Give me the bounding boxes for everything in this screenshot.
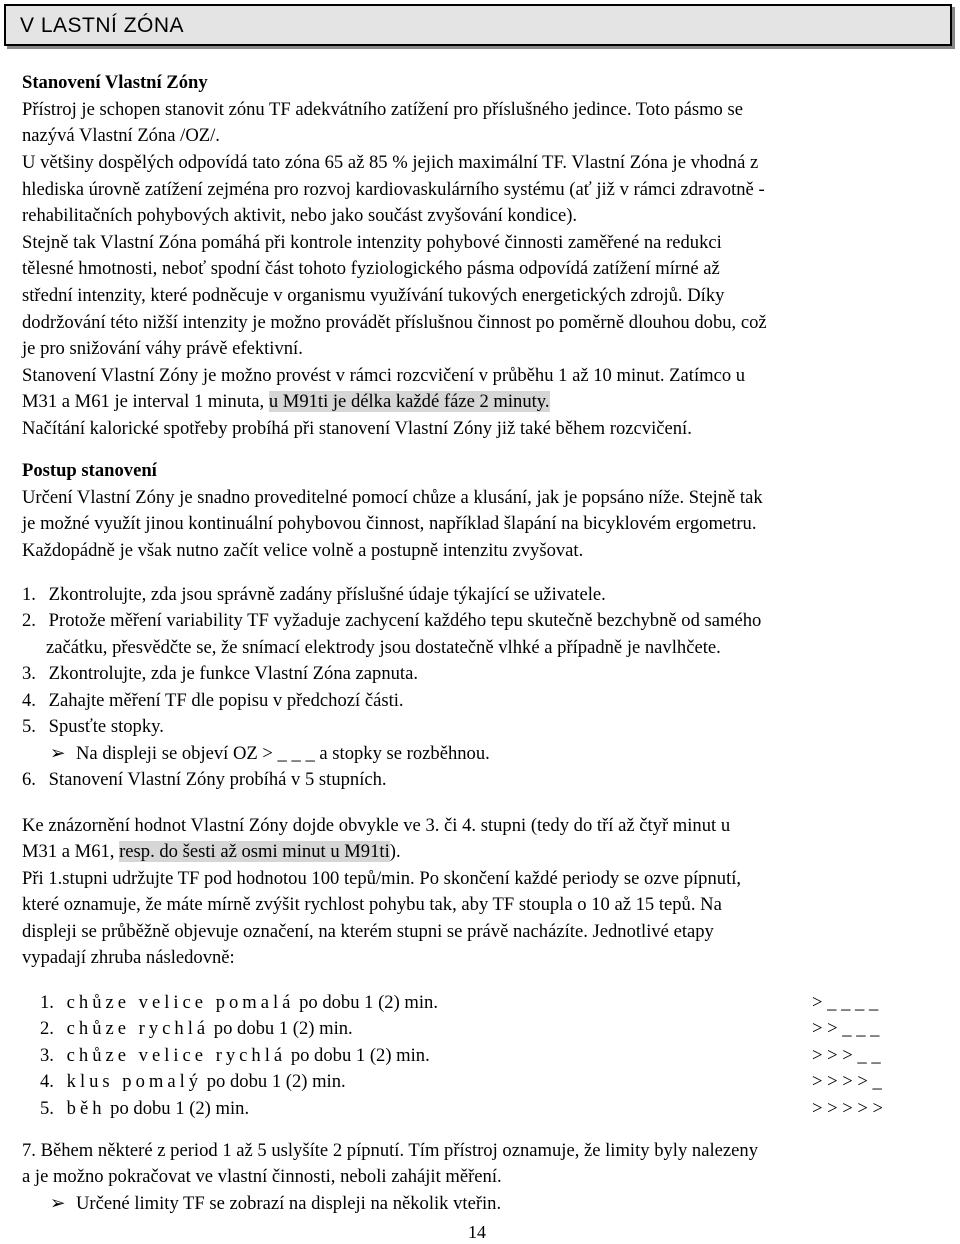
paragraph-line (22, 389, 550, 416)
paragraph-line: Ke znázornění hodnot Vlastní Zóny dojde obvykle ve 3. či 4. stupni (tedy do tří až čtyř minut u (22, 815, 731, 836)
stage-display: > > > > _ (812, 1071, 882, 1092)
stage-row: 5. běh po dobu 1 (2) min. (40, 1098, 250, 1119)
paragraph-line: dodržování této nižší intenzity je možno provádět příslušnou činnost po poměrně dlouhou dobu, což (22, 312, 767, 333)
paragraph-line: displeji se průběžně objevuje označení, na kterém stupni se právě nacházíte. Jednotlivé etapy (22, 921, 714, 942)
paragraph-line: Stejně tak Vlastní Zóna pomáhá při kontrole intenzity pohybové činnosti zaměřené na redukci (22, 232, 722, 253)
section-heading: Postup stanovení (22, 460, 157, 481)
list-item: 1. Zkontrolujte, zda jsou správně zadány příslušné údaje týkající se uživatele. (22, 584, 606, 605)
paragraph-line: je možné využít jinou kontinuální pohybovou činnost, například šlapání na bicyklovém ergometru. (22, 513, 757, 534)
paragraph-line: které oznamuje, že máte mírně zvýšit rychlost pohybu tak, aby TF stoupla o 10 až 15 tepů. Na (22, 894, 722, 915)
list-item: 5. Spusťte stopky. (22, 716, 164, 737)
bullet-item: ➢ Určené limity TF se zobrazí na displeji na několik vteřin. (22, 1191, 501, 1218)
paragraph-line: nazývá Vlastní Zóna /OZ/. (22, 125, 220, 146)
arrow-bullet-icon: ➢ (50, 1193, 66, 1214)
stage-row: 1. chůze velice pomalá po dobu 1 (2) min. (40, 992, 439, 1013)
paragraph-line: Při 1.stupni udržujte TF pod hodnotou 100 tepů/min. Po skončení každé periody se ozve pípnutí, (22, 868, 742, 889)
paragraph-line: je pro snižování váhy právě efektivní. (22, 338, 303, 359)
chapter-title-box (4, 4, 952, 46)
paragraph-line: tělesné hmotnosti, neboť spodní část tohoto fyziologického pásma odpovídá zatížení mírné až (22, 258, 720, 279)
paragraph-line: Stanovení Vlastní Zóny je možno provést v rámci rozcvičení v průběhu 1 až 10 minut. Zatímco u (22, 365, 746, 386)
list-item: 3. Zkontrolujte, zda je funkce Vlastní Zóna zapnuta. (22, 663, 418, 684)
highlighted-text: u M91ti je délka každé fáze 2 minuty. (268, 391, 550, 412)
paragraph-line: střední intenzity, které podněcuje v organismu využívání tukových energetických zdrojů. Díky (22, 285, 725, 306)
paragraph-line: Přístroj je schopen stanovit zónu TF adekvátního zatížení pro příslušného jedince. Toto pásmo se (22, 99, 743, 120)
text-span: M31 a M61 je interval 1 minuta, (22, 391, 269, 412)
list-item: začátku, přesvědčte se, že snímací elektrody jsou dostatečně vlhké a případně je navlhčete. (46, 637, 721, 658)
arrow-bullet-icon: ➢ (50, 743, 66, 764)
highlighted-text: resp. do šesti až osmi minut u M91ti (119, 841, 390, 862)
chapter-title: V LASTNÍ ZÓNA (20, 14, 185, 37)
stage-display: > _ _ _ _ (812, 992, 879, 1013)
page-number: 14 (468, 1222, 486, 1242)
list-item: 7. Během některé z period 1 až 5 uslyšíte 2 pípnutí. Tím přístroj oznamuje, že limity byly nalezeny (22, 1140, 758, 1161)
paragraph-line: M31 a M61, resp. do šesti až osmi minut u M91ti). (22, 841, 401, 862)
paragraph-line: Každopádně je však nutno začít velice volně a postupně intenzitu zvyšovat. (22, 540, 584, 561)
paragraph-line: U většiny dospělých odpovídá tato zóna 65 až 85 % jejich maximální TF. Vlastní Zóna je vhodná z (22, 152, 759, 173)
paragraph-line: hlediska úrovně zatížení zejména pro rozvoj kardiovaskulárního systému (ať již v rámci zdravotně - (22, 179, 765, 200)
list-item: 2. Protože měření variability TF vyžaduje zachycení každého tepu skutečně bezchybně od samého (22, 610, 762, 631)
paragraph-line: Načítání kalorické spotřeby probíhá při stanovení Vlastní Zóny již také během rozcvičení. (22, 418, 692, 439)
bullet-item: ➢ Na displeji se objeví OZ > _ _ _ a stopky se rozběhnou. (22, 741, 490, 768)
list-item: 4. Zahajte měření TF dle popisu v předchozí části. (22, 690, 404, 711)
stage-display: > > > > > (812, 1098, 884, 1119)
stage-display: > > > _ _ (812, 1045, 881, 1066)
stage-row: 2. chůze rychlá po dobu 1 (2) min. (40, 1018, 353, 1039)
paragraph-line: Určení Vlastní Zóny je snadno proveditelné pomocí chůze a klusání, jak je popsáno níže. Stejně tak (22, 487, 763, 508)
stage-row: 4. klus pomalý po dobu 1 (2) min. (40, 1071, 346, 1092)
paragraph-line: rehabilitačních pohybových aktivit, nebo jako součást zvyšování kondice). (22, 205, 578, 226)
list-item: a je možno pokračovat ve vlastní činnosti, neboli zahájit měření. (22, 1166, 502, 1187)
list-item: 6. Stanovení Vlastní Zóny probíhá v 5 stupních. (22, 769, 387, 790)
stage-display: > > _ _ _ (812, 1018, 880, 1039)
paragraph-line: vypadají zhruba následovně: (22, 947, 235, 968)
section-heading: Stanovení Vlastní Zóny (22, 72, 208, 93)
stage-row: 3. chůze velice rychlá po dobu 1 (2) min. (40, 1045, 430, 1066)
